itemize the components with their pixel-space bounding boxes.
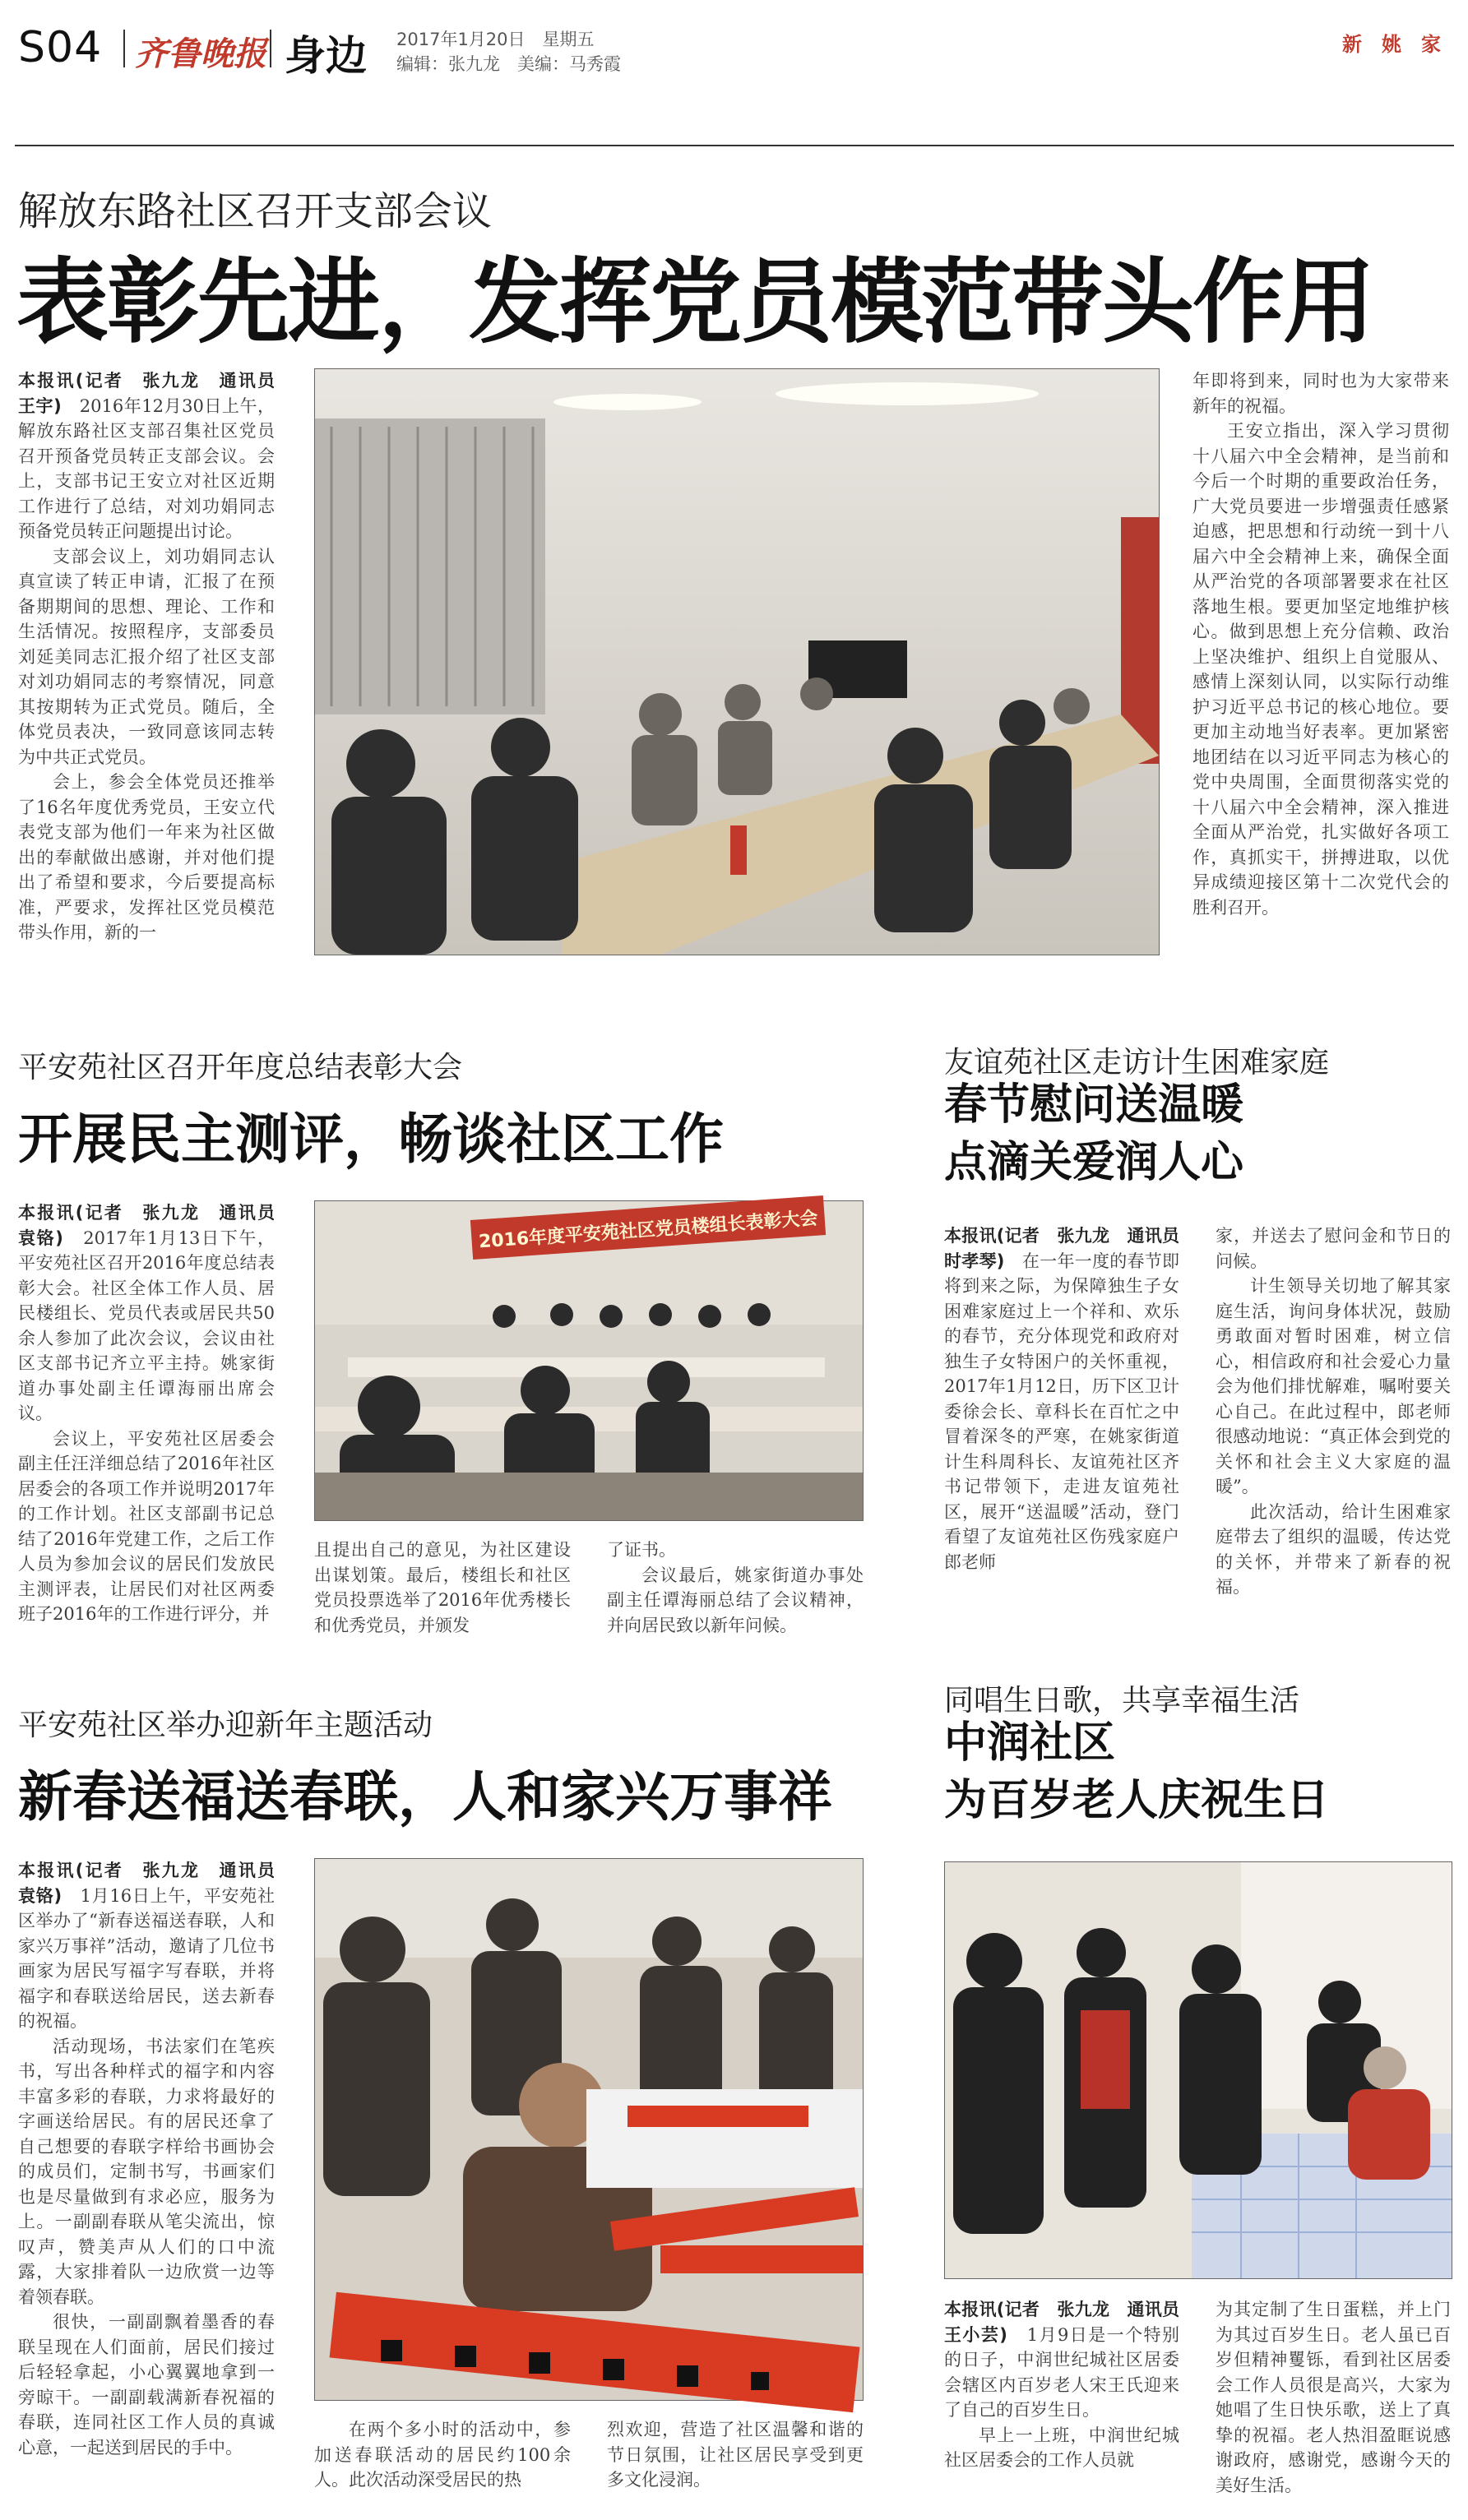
section-title: 身边 <box>285 32 367 80</box>
header-divider-1 <box>123 30 125 67</box>
a1-photo-meeting <box>314 368 1160 955</box>
a3-headline-1: 春节慰问送温暖 <box>944 1080 1244 1130</box>
a4-photo-calligraphy <box>314 1858 864 2401</box>
a5-col2 <box>1216 2297 1451 2493</box>
a2-headline: 开展民主测评，畅谈社区工作 <box>18 1107 724 1171</box>
a4-col1-p1: 1月16日上午，平安苑社区举办了“新春送福送春联，人和家兴万事祥”活动，邀请了几位书画家为居民写福字写春联，并将福字和春联送给居民，送去新春的祝福。 <box>18 1885 275 2031</box>
a4-col1-p3: 很快，一副副飘着墨香的春联呈现在人们面前，居民们接过后轻轻拿起，小心翼翼地拿到一旁晾干。一副副载满新春祝福的春联，连同社区工作人员的真诚心意，一起送到居民的手中。 <box>18 2312 275 2458</box>
a4-headline: 新春送福送春联，人和家兴万事祥 <box>18 1765 832 1829</box>
a5-col2-text: 为其定制了生日蛋糕，并上门为其过百岁生日。老人虽已百岁但精神矍铄，看到社区居委会工作人员很是高兴，大家为她唱了生日快乐歌，送上了真挚的祝福。老人热泪盈眶说感谢政府，感谢党，感谢今天的美好生活。 <box>1216 2300 1451 2495</box>
a5-byline: 本报讯(记者 张九龙 通讯员 王小芸) <box>944 2300 1197 2345</box>
a3-headline-2: 点滴关爱润人心 <box>944 1138 1244 1187</box>
a1-col3-p2: 王安立指出，深入学习贯彻十八届六中全会精神，是当前和今后一个时期的重要政治任务，广大党员要进一步增强责任感紧迫感，把思想和行动统一到十八届六中全会精神上来，确保全面从严治党的各项部署要求在社区落地生根。要更加坚定地维护核心。做到思想上充分信赖、政治上坚决维护、组织上自觉服从、感情上深刻认同，以实际行动维护习近平总书记的核心地位。要更加主动地当好表率。更加紧密地团结在以习近平同志为核心的党中央周围，全面贯彻落实党的十八届六中全会精神，深入推进全面从严治党，扎实做好各项工作，真抓实干，拼搏进取，以优异成绩迎接区第十二次党代会的胜利召开。 <box>1192 421 1449 918</box>
a2-col2-text: 且提出自己的意见，为社区建设出谋划策。最后，楼组长和社区党员投票选举了2016年优秀楼长和优秀党员，并颁发 <box>314 1540 571 1635</box>
a2-banner: 2016年度平安苑社区党员楼组长表彰大会 <box>478 1208 819 1253</box>
a4-col1 <box>18 1858 292 2493</box>
a5-col1-p2: 早上一上班，中润世纪城社区居委会的工作人员就 <box>944 2425 1179 2470</box>
a2-col1-p2: 会议上，平安苑社区居委会副主任汪洋细总结了2016年社区居委会的各项工作并说明2017年的工作计划。社区支部副书记总结了2016年党建工作，之后工作人员为参加会议的居民们发放民主测评表，让居民们对社区两委班子2016年的工作进行评分，并 <box>18 1428 275 1624</box>
a4-col2 <box>314 2417 571 2493</box>
a5-headline-1: 中润社区 <box>944 1718 1116 1768</box>
a1-col1-p3: 会上，参会全体党员还推举了16名年度优秀党员，王安立代表党支部为他们一年来为社区做出的奉献做出感谢，并对他们提出了希望和要求，今后要提高标准，严要求，发挥社区党员模范带头作用，新的一 <box>18 772 275 942</box>
a1-col3-p1: 年即将到来，同时也为大家带来新年的祝福。 <box>1192 371 1449 416</box>
a2-col3-p2: 会议最后，姚家街道办事处副主任谭海丽总结了会议精神，并向居民致以新年问候。 <box>607 1565 864 1635</box>
a2-col1-p1: 2017年1月13日下午，平安苑社区召开2016年度总结表彰大会。社区全体工作人员、居民楼组长、党员代表或居民共50余人参加了此次会议，会议由社区支部书记齐立平主持。姚家街道办事处副主任谭海丽出席会议。 <box>18 1228 275 1423</box>
a3-kicker: 友谊苑社区走访计生困难家庭 <box>944 1046 1330 1080</box>
a2-byline: 本报讯(记者 张九龙 通讯员 袁铬) <box>18 1203 292 1248</box>
a3-col2-p2: 计生领导关切地了解其家庭生活，询问身体状况，鼓励勇敢面对暂时困难，树立信心，相信政府和社会爱心力量会为他们排忧解难，嘱咐要关心自己。在此过程中，郎老师很感动地说：“真正体会到党的关怀和社会主义大家庭的温暖”。 <box>1216 1276 1451 1496</box>
right-tag: 新 姚 家 <box>1342 33 1441 56</box>
a2-col1 <box>18 1200 292 1646</box>
header-rule <box>15 145 1454 146</box>
a3-col1-p1: 在一年一度的春节即将到来之际，为保障独生子女困难家庭过上一个祥和、欢乐的春节，充分体现党和政府对独生子女特困户的关怀重视，2017年1月12日，历下区卫计委徐会长、章科长在百忙之中冒着深冬的严寒，在姚家街道计生科周科长、友谊苑社区齐书记带领下，走进友谊苑社区，展开“送温暖”活动，登门看望了友谊苑社区伤残家庭户郎老师 <box>944 1251 1180 1572</box>
a1-col1-p1: 2016年12月30日上午，解放东路社区支部召集社区党员召开预备党员转正支部会议。会上，支部书记王安立对社区近期工作进行了总结，对刘功娟同志预备党员转正问题提出讨论。 <box>18 395 276 541</box>
a5-col1-p1: 1月9日是一个特别的日子，中润世纪城社区居委会辖区内百岁老人宋王氏迎来了自己的百岁生日。 <box>944 2324 1179 2420</box>
a5-col1 <box>944 2297 1197 2493</box>
a5-headline-2: 为百岁老人庆祝生日 <box>944 1776 1330 1825</box>
date-line: 2017年1月20日 星期五 <box>396 30 595 49</box>
a4-col3-text: 烈欢迎，营造了社区温馨和谐的节日氛围，让社区居民享受到更多文化浸润。 <box>607 2420 864 2490</box>
paper-logo-icon: 齐鲁晚报 <box>135 35 266 73</box>
a1-col3 <box>1192 368 1449 954</box>
a3-col2 <box>1216 1223 1451 1646</box>
a2-col2 <box>314 1537 571 1646</box>
header-divider-2 <box>270 30 271 67</box>
a2-photo-meeting <box>314 1200 864 1521</box>
a1-col1-p2: 支部会议上，刘功娟同志认真宣读了转正申请，汇报了在预备期期间的思想、理论、工作和生活情况。按照程序，支部委员刘延美同志汇报介绍了社区支部对刘功娟同志的考察情况，同意其按期转为正式党员。随后，全体党员表决，一致同意该同志转为中共正式党员。 <box>18 546 275 767</box>
a2-kicker: 平安苑社区召开年度总结表彰大会 <box>18 1051 463 1084</box>
a3-byline: 本报讯(记者 张九龙 通讯员 时孝琴) <box>944 1226 1197 1271</box>
a3-col2-p3: 此次活动，给计生困难家庭带去了组织的温暖，传达党的关怀，并带来了新春的祝福。 <box>1216 1501 1451 1597</box>
editor-line: 编辑：张九龙 美编：马秀霞 <box>396 54 621 74</box>
a3-col2-p1: 家，并送去了慰问金和节日的问候。 <box>1216 1226 1451 1271</box>
a4-byline: 本报讯(记者 张九龙 通讯员 袁铬) <box>18 1861 292 1906</box>
a4-col2-text: 在两个多小时的活动中，参加送春联活动的居民约100余人。此次活动深受居民的热 <box>314 2420 571 2490</box>
a3-col1 <box>944 1223 1197 1646</box>
a1-byline: 本报讯(记者 张九龙 通讯员 王宇) <box>18 371 292 416</box>
a4-col3 <box>607 2417 864 2493</box>
a5-kicker: 同唱生日歌，共享幸福生活 <box>944 1684 1300 1718</box>
a2-col3 <box>607 1537 864 1646</box>
a1-col1 <box>18 368 292 954</box>
a1-kicker: 解放东路社区召开支部会议 <box>18 188 493 234</box>
a5-photo-birthday <box>944 1861 1452 2279</box>
a1-headline: 表彰先进，发挥党员模范带头作用 <box>16 249 1373 356</box>
a4-kicker: 平安苑社区举办迎新年主题活动 <box>18 1709 433 1742</box>
page-number: S04 <box>18 23 103 72</box>
a2-col3-p1: 了证书。 <box>607 1540 676 1560</box>
a4-col1-p2: 活动现场，书法家们在笔疾书，写出各种样式的福字和内容丰富多彩的春联，力求将最好的字画送给居民。有的居民还拿了自己想要的春联字样给书画协会的成员们，定制书写，书画家们也是尽量做到有求必应，服务为上。一副副春联从笔尖流出，惊叹声，赞美声从人们的口中流露，大家排着队一边欣赏一边等着领春联。 <box>18 2036 275 2307</box>
